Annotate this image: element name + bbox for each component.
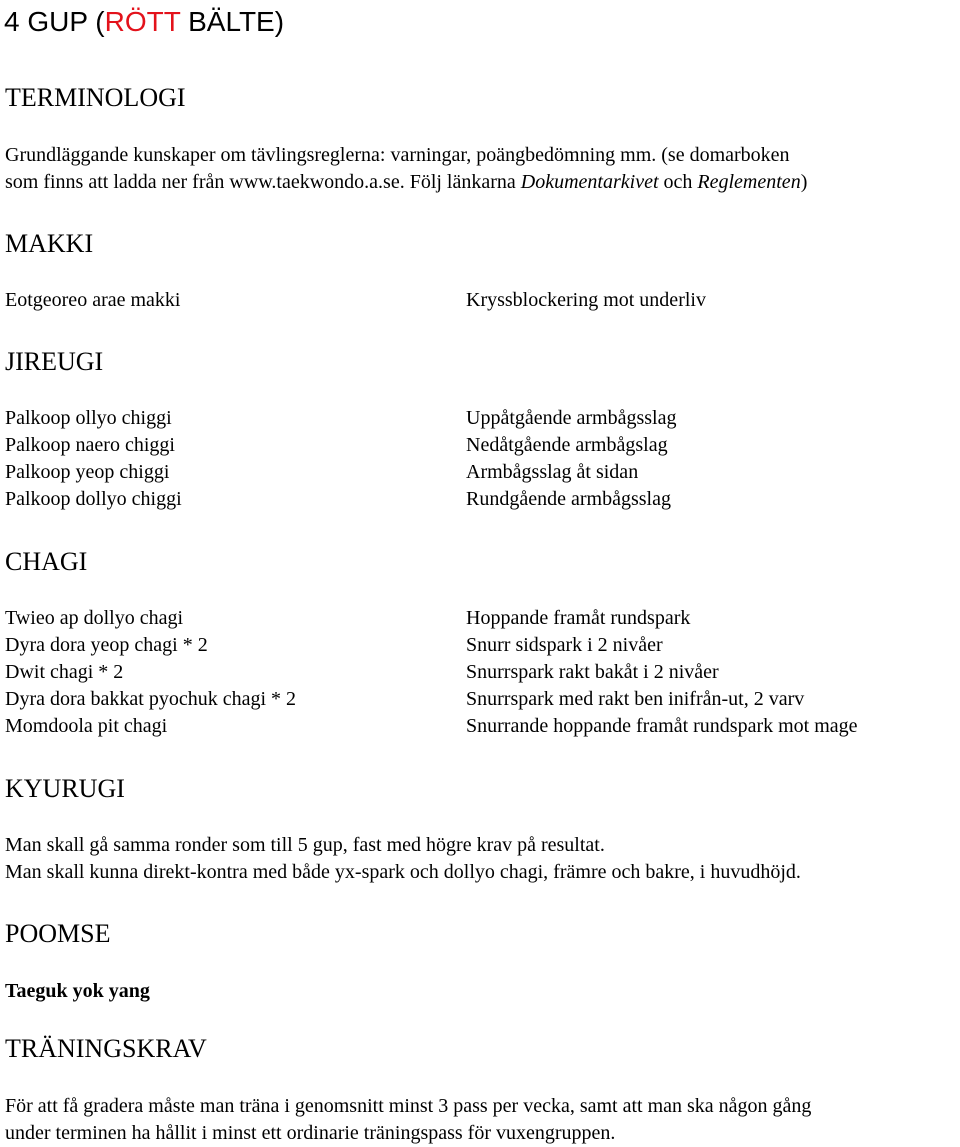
list-item: Dyra dora yeop chagi * 2 bbox=[5, 634, 208, 656]
list-item: Palkoop dollyo chiggi bbox=[5, 488, 182, 510]
section-heading-terminologi: TERMINOLOGI bbox=[5, 83, 186, 112]
chagi-terms-list bbox=[5, 605, 296, 740]
section-heading-poomse: POOMSE bbox=[5, 919, 111, 948]
belt-color-word: RÖTT bbox=[104, 6, 181, 37]
list-item: Snurrande hoppande framåt rundspark mot mage bbox=[466, 715, 858, 737]
section-heading-kyurugi: KYURUGI bbox=[5, 774, 125, 803]
page-title: 4 GUP (RÖTT BÄLTE) bbox=[4, 6, 285, 37]
list-item: Dyra dora bakkat pyochuk chagi * 2 bbox=[5, 688, 297, 710]
link-dokumentarkivet: Dokumentarkivet bbox=[520, 171, 659, 193]
kyurugi-line-1: Man skall gå samma ronder som till 5 gup, fast med högre krav på resultat. bbox=[5, 834, 605, 856]
traningskrav-line-2: under terminen ha hållit i minst ett ordinarie träningspass för vuxengruppen. bbox=[5, 1122, 616, 1144]
list-item: Dwit chagi * 2 bbox=[5, 661, 124, 683]
kyurugi-line-2: Man skall kunna direkt-kontra med både yx-spark och dollyo chagi, främre och bakre, i huvudhöjd. bbox=[5, 861, 801, 883]
list-item: Momdoola pit chagi bbox=[5, 715, 168, 737]
list-item: Armbågsslag åt sidan bbox=[466, 461, 639, 483]
section-heading-traningskrav: TRÄNINGSKRAV bbox=[5, 1034, 207, 1063]
list-item: Twieo ap dollyo chagi bbox=[5, 607, 183, 629]
terminologi-line-1: Grundläggande kunskaper om tävlingsreglerna: varningar, poängbedömning mm. (se domarboken bbox=[5, 144, 790, 166]
terminologi-line-2: som finns att ladda ner från www.taekwondo.a.se. Följ länkarna Dokumentarkivet och Reglementen) bbox=[5, 171, 808, 193]
poomse-form: Taeguk yok yang bbox=[5, 980, 150, 1002]
list-item: Hoppande framåt rundspark bbox=[466, 607, 691, 629]
list-item: Rundgående armbågsslag bbox=[466, 488, 671, 510]
makki-term: Eotgeoreo arae makki bbox=[5, 289, 181, 311]
jireugi-translations-list bbox=[466, 405, 676, 513]
list-item: Snurr sidspark i 2 nivåer bbox=[466, 634, 663, 656]
traningskrav-line-1: För att få gradera måste man träna i genomsnitt minst 3 pass per vecka, samt att man ska någon gång bbox=[5, 1095, 812, 1117]
list-item: Palkoop yeop chiggi bbox=[5, 461, 170, 483]
section-heading-jireugi: JIREUGI bbox=[5, 347, 104, 376]
list-item: Palkoop ollyo chiggi bbox=[5, 407, 172, 429]
list-item: Snurrspark med rakt ben inifrån-ut, 2 varv bbox=[466, 688, 805, 710]
makki-translation: Kryssblockering mot underliv bbox=[466, 289, 706, 311]
list-item: Uppåtgående armbågsslag bbox=[466, 407, 677, 429]
list-item: Palkoop naero chiggi bbox=[5, 434, 175, 456]
chagi-translations-list bbox=[466, 605, 858, 740]
section-heading-makki: MAKKI bbox=[5, 229, 94, 258]
section-heading-chagi: CHAGI bbox=[5, 547, 88, 576]
list-item: Nedåtgående armbågslag bbox=[466, 434, 668, 456]
list-item: Snurrspark rakt bakåt i 2 nivåer bbox=[466, 661, 719, 683]
link-reglementen: Reglementen bbox=[697, 171, 801, 193]
jireugi-terms-list bbox=[5, 405, 182, 513]
